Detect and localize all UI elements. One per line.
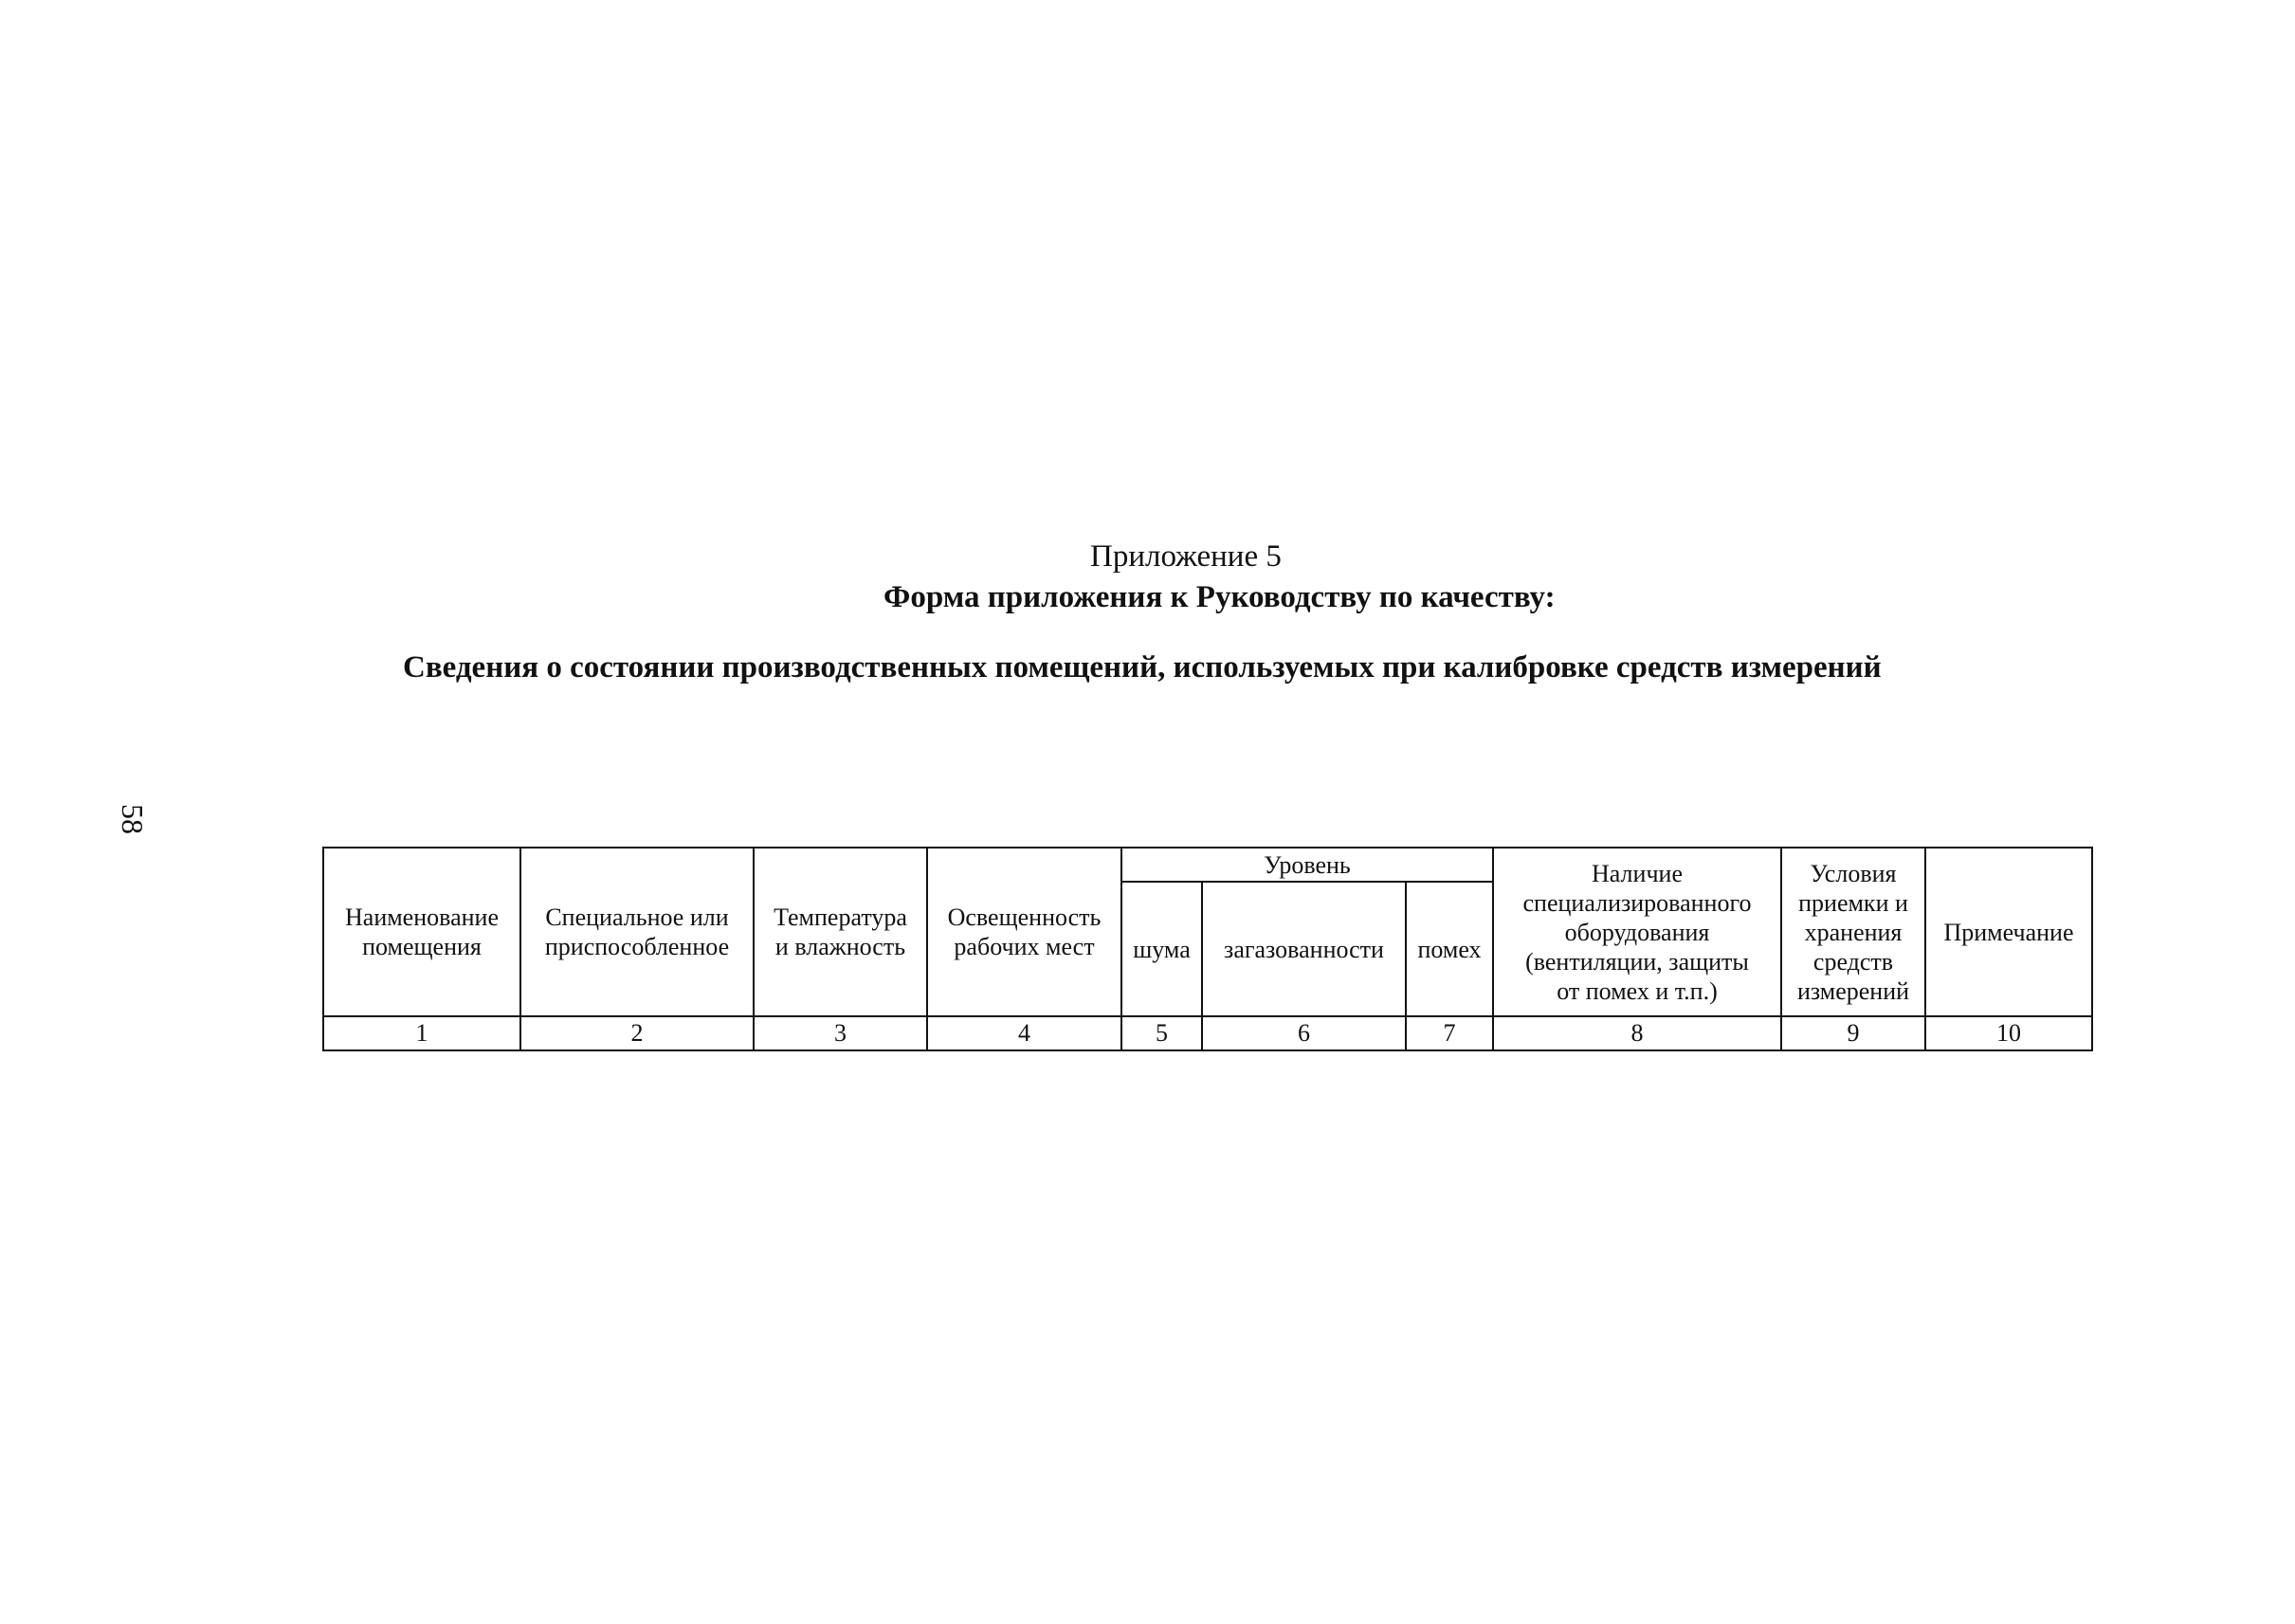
rooms-table — [322, 847, 2093, 1051]
header-storage — [1781, 848, 1925, 1016]
header-storage-line-1: Условия — [1810, 859, 1897, 887]
header-lighting-line-1: Освещенность — [947, 903, 1102, 931]
column-number: 7 — [1406, 1016, 1493, 1050]
header-equipment-line-3: оборудования — [1564, 918, 1710, 946]
column-number: 6 — [1202, 1016, 1406, 1050]
header-equipment-line-2: специализированного — [1522, 888, 1752, 917]
header-storage-line-3: хранения — [1804, 918, 1903, 946]
header-interference: помех — [1406, 882, 1493, 1016]
header-special-line-2: приспособленное — [544, 933, 730, 960]
column-number: 4 — [927, 1016, 1121, 1050]
header-room-name — [323, 848, 520, 1016]
header-lighting-line-2: рабочих мест — [954, 933, 1095, 960]
header-storage-line-4: средств — [1812, 947, 1894, 976]
header-equipment-line-5: от помех и т.п.) — [1557, 976, 1718, 1005]
header-temp-humidity-line-1: Температура — [774, 903, 907, 931]
header-temp-humidity — [754, 848, 927, 1016]
column-number-row — [323, 1016, 2092, 1050]
header-room-name-line-1: Наименование — [345, 903, 499, 931]
header-temp-humidity-line-2: и влажность — [774, 933, 906, 960]
form-title: Форма приложения к Руководству по качеству: — [883, 580, 1556, 614]
header-storage-line-2: приемки и — [1798, 888, 1908, 917]
header-equipment-line-1: Наличие — [1592, 859, 1683, 887]
column-number: 3 — [754, 1016, 927, 1050]
appendix-label: Приложение 5 — [1090, 539, 1282, 574]
document-title: Сведения о состоянии производственных помещений, используемых при калибровке средств измерений — [403, 650, 1882, 684]
page-number: 58 — [116, 804, 150, 834]
header-storage-line-5: измерений — [1796, 976, 1910, 1005]
column-number: 1 — [323, 1016, 520, 1050]
column-number: 9 — [1781, 1016, 1925, 1050]
column-number: 2 — [520, 1016, 754, 1050]
header-note: Примечание — [1925, 848, 2092, 1016]
header-room-name-line-2: помещения — [362, 933, 482, 960]
header-special-line-1: Специальное или — [545, 903, 729, 931]
column-number: 5 — [1121, 1016, 1202, 1050]
column-number: 8 — [1493, 1016, 1781, 1050]
header-equipment-line-4: (вентиляции, защиты — [1525, 947, 1749, 976]
header-noise: шума — [1121, 882, 1202, 1016]
header-equipment — [1493, 848, 1781, 1016]
header-special — [520, 848, 754, 1016]
header-lighting — [927, 848, 1121, 1016]
header-gas: загазованности — [1202, 882, 1406, 1016]
header-level: Уровень — [1121, 848, 1493, 882]
column-number: 10 — [1925, 1016, 2092, 1050]
